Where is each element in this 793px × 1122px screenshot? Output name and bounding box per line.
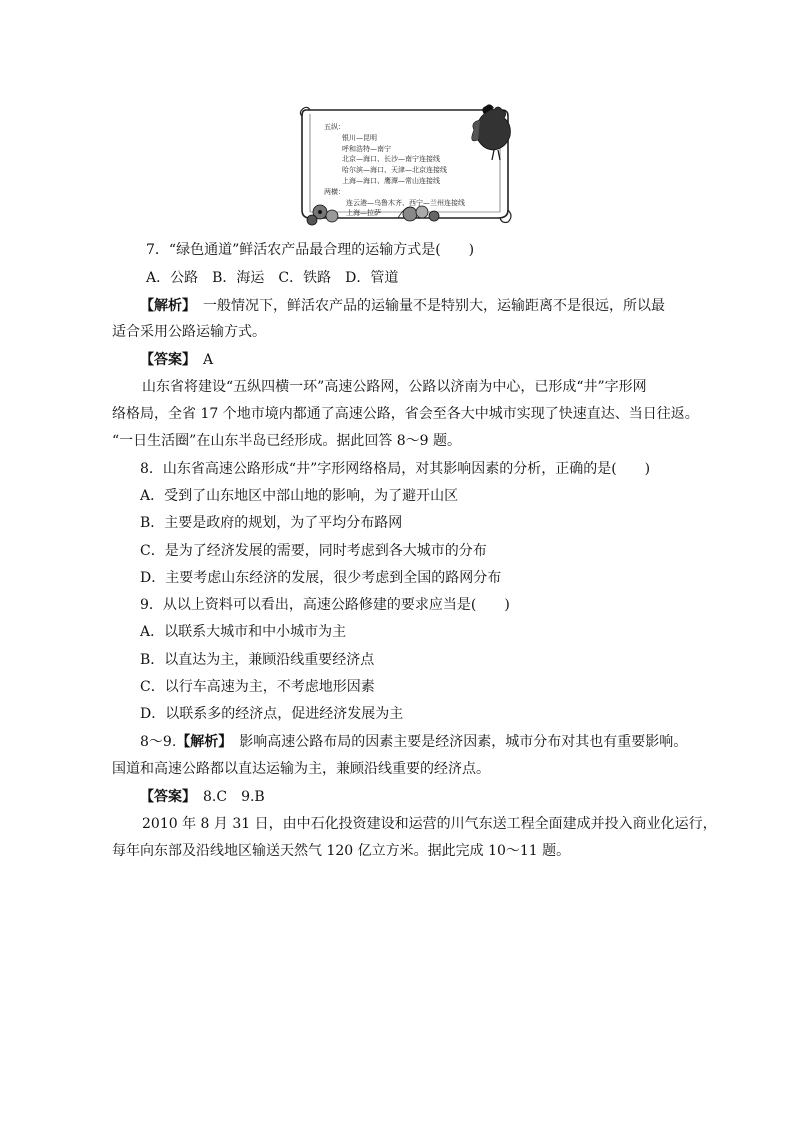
route-figure <box>298 100 518 228</box>
q7-answer <box>140 350 213 370</box>
analysis-text: 一般情况下，鲜活农产品的运输量不是特别大，运输距离不是很远，所以最 <box>189 298 665 314</box>
q8-option-a: A．受到了山东地区中部山地的影响，为了避开山区 <box>140 488 459 504</box>
analysis-tag: 【解析】 <box>176 734 226 750</box>
answer-tag: 【答案】 <box>140 352 189 368</box>
passage-1-line: 山东省将建设“五纵四横一环”高速公路网，公路以济南为中心，已形成“井”字形网 <box>142 379 647 395</box>
q7-analysis <box>140 296 665 316</box>
horizontal-heading: 两横： <box>324 187 345 196</box>
q8-stem: 8．山东省高速公路形成“井”字形网络格局，对其影响因素的分析，正确的是( ) <box>140 461 651 477</box>
vertical-route: 银川—昆明 <box>342 133 377 142</box>
vertical-route: 上海—海口、鹰潭—常山连接线 <box>342 176 440 185</box>
q7-analysis-cont: 适合采用公路运输方式。 <box>112 324 266 340</box>
q9-option-a: A．以联系大城市和中小城市为主 <box>140 624 347 640</box>
q9-option-b: B．以直达为主，兼顾沿线重要经济点 <box>140 652 375 668</box>
horizontal-route: 连云港—乌鲁木齐、西宁—兰州连接线 <box>346 198 465 207</box>
q7-options: A．公路 B．海运 C．铁路 D．管道 <box>146 270 399 286</box>
analysis-tag: 【解析】 <box>140 298 189 314</box>
answer-text: 8.C 9.B <box>189 789 265 805</box>
q8-option-c: C．是为了经济发展的需要，同时考虑到各大城市的分布 <box>140 543 487 559</box>
q9-stem: 9．从以上资料可以看出，高速公路修建的要求应当是( ) <box>140 597 510 613</box>
figure-text <box>324 122 465 219</box>
q8-9-answer <box>140 787 265 807</box>
passage-2-line: 2010 年 8 月 31 日，由中石化投资建设和运营的川气东送工程全面建成并投入商业化运行， <box>142 816 717 832</box>
q7-stem: 7．“绿色通道”鲜活农产品最合理的运输方式是( ) <box>146 242 475 258</box>
passage-2-line: 每年向东部及沿线地区输送天然气 120 亿立方米。据此完成 10～11 题。 <box>112 843 571 859</box>
q8-9-prefix: 8～9. <box>140 734 177 750</box>
q8-option-b: B．主要是政府的规划，为了平均分布路网 <box>140 515 403 531</box>
q9-option-d: D．以联系多的经济点，促进经济发展为主 <box>140 706 404 722</box>
q8-9-analysis-cont: 国道和高速公路都以直达运输为主，兼顾沿线重要的经济点。 <box>112 761 490 777</box>
answer-tag: 【答案】 <box>140 789 189 805</box>
passage-1-line: 络格局，全省 17 个地市境内都通了高速公路，省会至各大中城市实现了快速直达、当日往返。 <box>112 406 699 422</box>
q9-option-c: C．以行车高速为主，不考虑地形因素 <box>140 679 375 695</box>
q8-9-analysis <box>140 732 687 752</box>
passage-1-line: “一日生活圈”在山东半岛已经形成。据此回答 8～9 题。 <box>112 433 462 449</box>
vertical-route: 哈尔滨—海口、天津—北京连接线 <box>342 166 447 175</box>
q8-option-d: D．主要考虑山东经济的发展，很少考虑到全国的路网分布 <box>140 570 502 586</box>
vertical-route: 呼和浩特—南宁 <box>342 144 391 153</box>
horizontal-route: 上海—拉萨 <box>346 209 381 218</box>
answer-text: A <box>189 352 214 368</box>
analysis-text: 影响高速公路布局的因素主要是经济因素，城市分布对其也有重要影响。 <box>225 734 688 750</box>
vertical-route: 北京—海口、长沙—南宁连接线 <box>342 155 440 164</box>
vertical-heading: 五纵： <box>324 123 345 131</box>
